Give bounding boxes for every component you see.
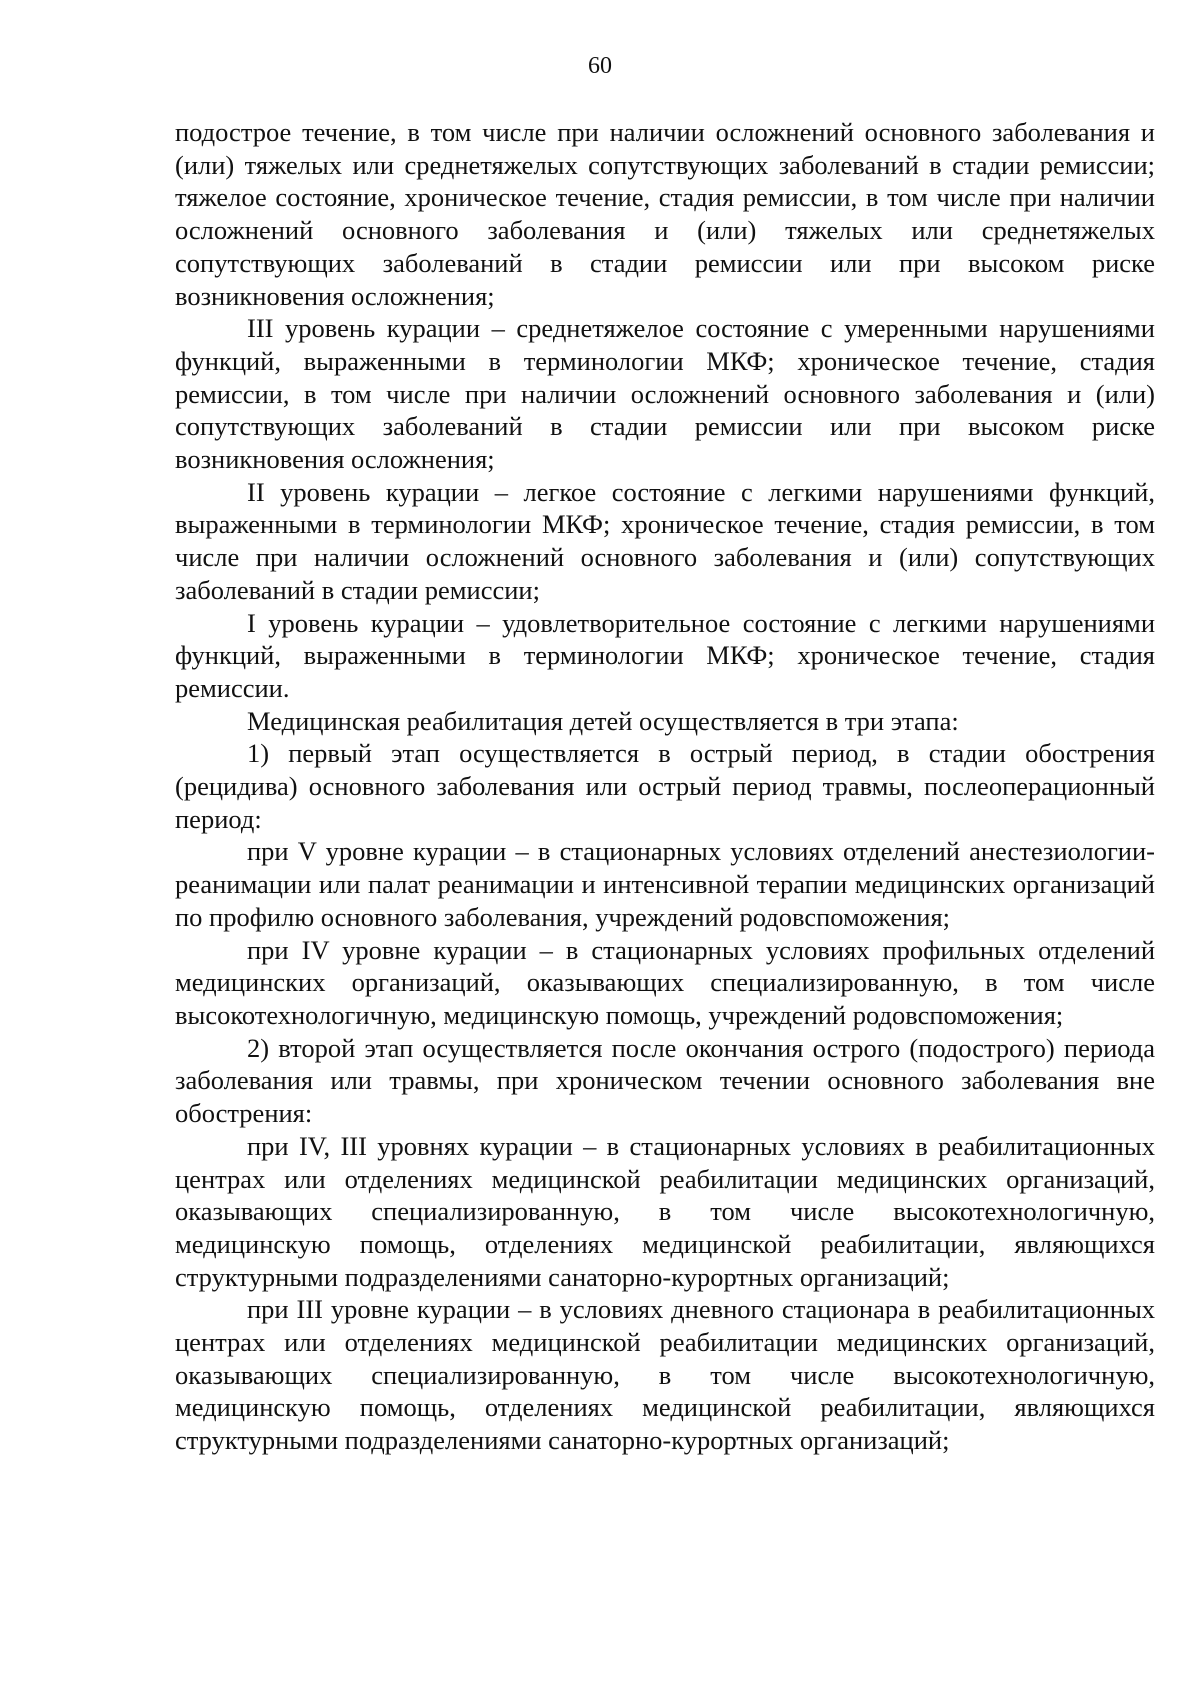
document-body [175, 116, 1155, 1457]
paragraph-stage-2: 2) второй этап осуществляется после окончания острого (подострого) периода заболевания или травмы, при хроническом течении основного заболевания вне обострения: [175, 1032, 1155, 1129]
paragraph-stage-1-level-v: при V уровне курации – в стационарных условиях отделений анестезиологии-реанимации или палат реанимации и интенсивной терапии медицинских организаций по профилю основного заболевания, учреждений родовспоможения; [175, 836, 1155, 932]
paragraph-level-ii: II уровень курации – легкое состояние с легкими нарушениями функций, выраженными в терминологии МКФ; хроническое течение, стадия ремиссии, в том числе при наличии осложнений основного заболевания и (или) сопутствующих заболеваний в стадии ремиссии; [175, 476, 1155, 605]
paragraph-stage-1: 1) первый этап осуществляется в острый период, в стадии обострения (рецидива) основного заболевания или острый период травмы, послеоперационный период: [175, 738, 1155, 834]
paragraph-stage-1-level-iv: при IV уровне курации – в стационарных условиях профильных отделений медицинских организаций, оказывающих специализированную, в том числе высокотехнологичную, медицинскую помощь, учреждений родовспоможения; [175, 934, 1155, 1030]
paragraph-level-i: I уровень курации – удовлетворительное состояние с легкими нарушениями функций, выраженными в терминологии МКФ; хроническое течение, стадия ремиссии. [175, 607, 1155, 703]
page-number: 60 [588, 53, 612, 79]
paragraph-stage-2-levels-iv-iii: при IV, III уровнях курации – в стационарных условиях в реабилитационных центрах или отделениях медицинской реабилитации медицинских организаций, оказывающих специализированную, в том числе высокотехнологичную, медицинскую помощь, отделениях медицинской реабилитации, являющихся структурными подразделениями санаторно-курортных организаций; [175, 1130, 1155, 1292]
paragraph-stages-intro: Медицинская реабилитация детей осуществляется в три этапа: [247, 705, 959, 736]
paragraph-stage-2-level-iii: при III уровне курации – в условиях дневного стационара в реабилитационных центрах или отделениях медицинской реабилитации медицинских организаций, оказывающих специализированную, в том числе высокотехнологичную, медицинскую помощь, отделениях медицинской реабилитации, являющихся структурными подразделениями санаторно-курортных организаций; [175, 1294, 1155, 1456]
paragraph-level-iii: III уровень курации – среднетяжелое состояние с умеренными нарушениями функций, выраженными в терминологии МКФ; хроническое течение, стадия ремиссии, в том числе при наличии осложнений основного заболевания и (или) сопутствующих заболеваний в стадии ремиссии или при высоком риске возникновения осложнения; [175, 313, 1155, 475]
paragraph-continuation: подострое течение, в том числе при наличии осложнений основного заболевания и (или) тяжелых или среднетяжелых сопутствующих заболеваний в стадии ремиссии; тяжелое состояние, хроническое течение, стадия ремиссии, в том числе при наличии осложнений основного заболевания и (или) тяжелых или среднетяжелых сопутствующих заболеваний в стадии ремиссии или при высоком риске возникновения осложнения; [175, 117, 1155, 311]
